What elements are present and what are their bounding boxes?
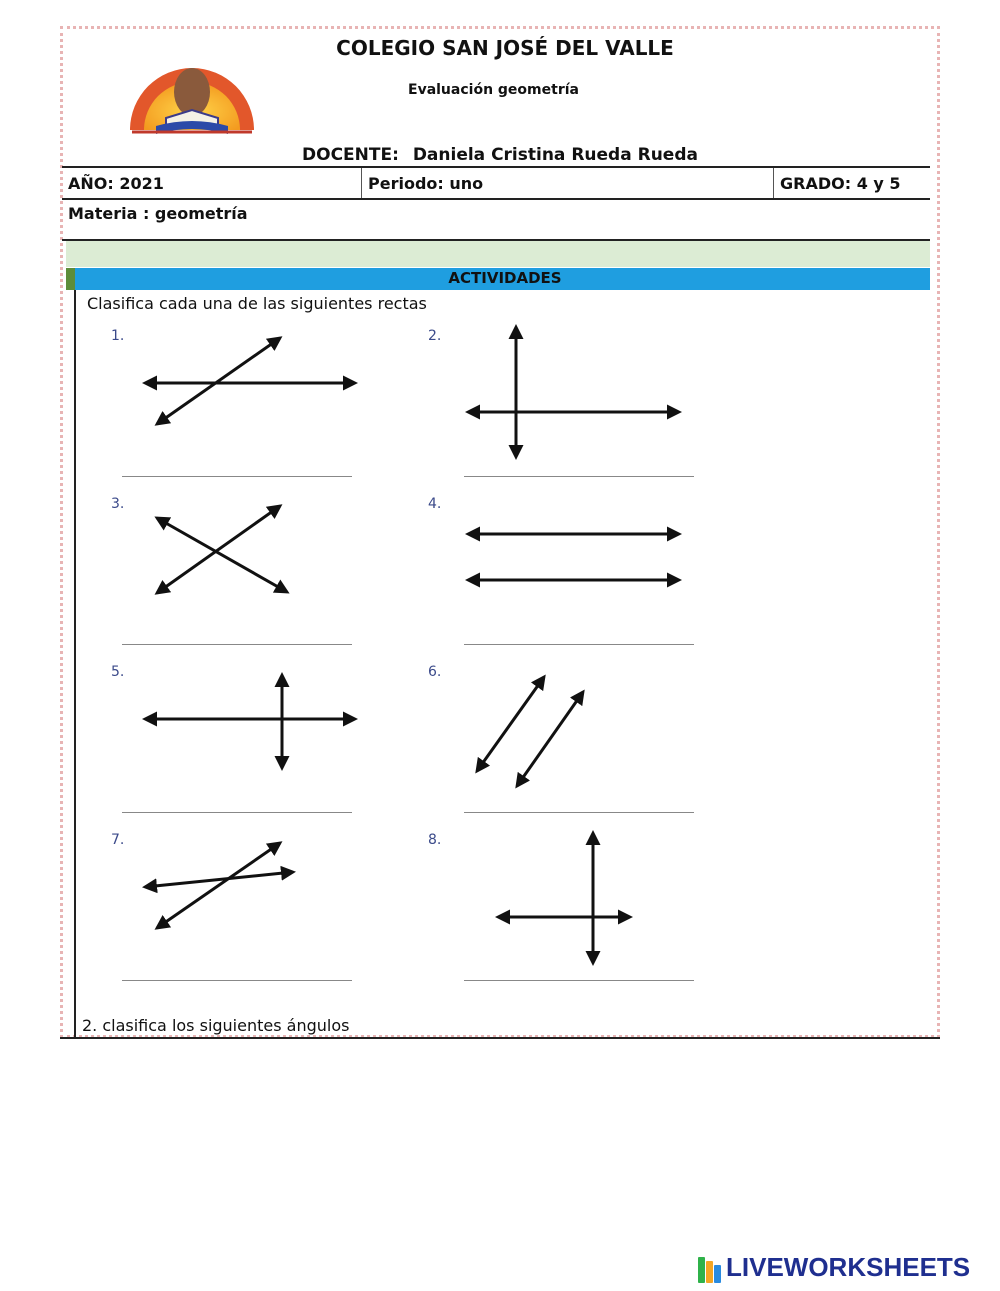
item-number: 1. (111, 328, 125, 344)
diagram-7-line-b (157, 843, 280, 928)
item-number: 2. (428, 328, 442, 344)
grade-cell: GRADO: 4 y 5 (780, 174, 901, 193)
item-number: 7. (111, 832, 125, 848)
item-number: 6. (428, 664, 442, 680)
next-instruction-text: 2. clasifica los siguientes ángulos (82, 1016, 350, 1035)
item-number: 5. (111, 664, 125, 680)
activities-title: ACTIVIDADES (448, 269, 562, 287)
item-number: 4. (428, 496, 442, 512)
bottom-rule (60, 1037, 940, 1039)
diagram-3-line-b (157, 506, 280, 593)
teacher-label: DOCENTE: (302, 145, 399, 165)
year-cell: AÑO: 2021 (62, 168, 362, 198)
diagram-6-line-a (477, 677, 544, 771)
item-number: 8. (428, 832, 442, 848)
item-number: 3. (111, 496, 125, 512)
subject-label: Materia : geometría (68, 204, 248, 223)
instruction-text: Clasifica cada una de las siguientes rectas (87, 294, 427, 313)
period-cell: Periodo: uno (362, 168, 774, 198)
teacher-name: Daniela Cristina Rueda Rueda (412, 145, 698, 165)
liveworksheets-logo-icon (698, 1257, 722, 1283)
liveworksheets-brand[interactable]: LIVEWORKSHEETS (726, 1252, 971, 1282)
school-name: COLEGIO SAN JOSÉ DEL VALLE (336, 36, 674, 60)
evaluation-subtitle: Evaluación geometría (408, 82, 579, 98)
diagram-1-line-b (157, 338, 280, 424)
diagram-6-line-b (517, 692, 583, 786)
